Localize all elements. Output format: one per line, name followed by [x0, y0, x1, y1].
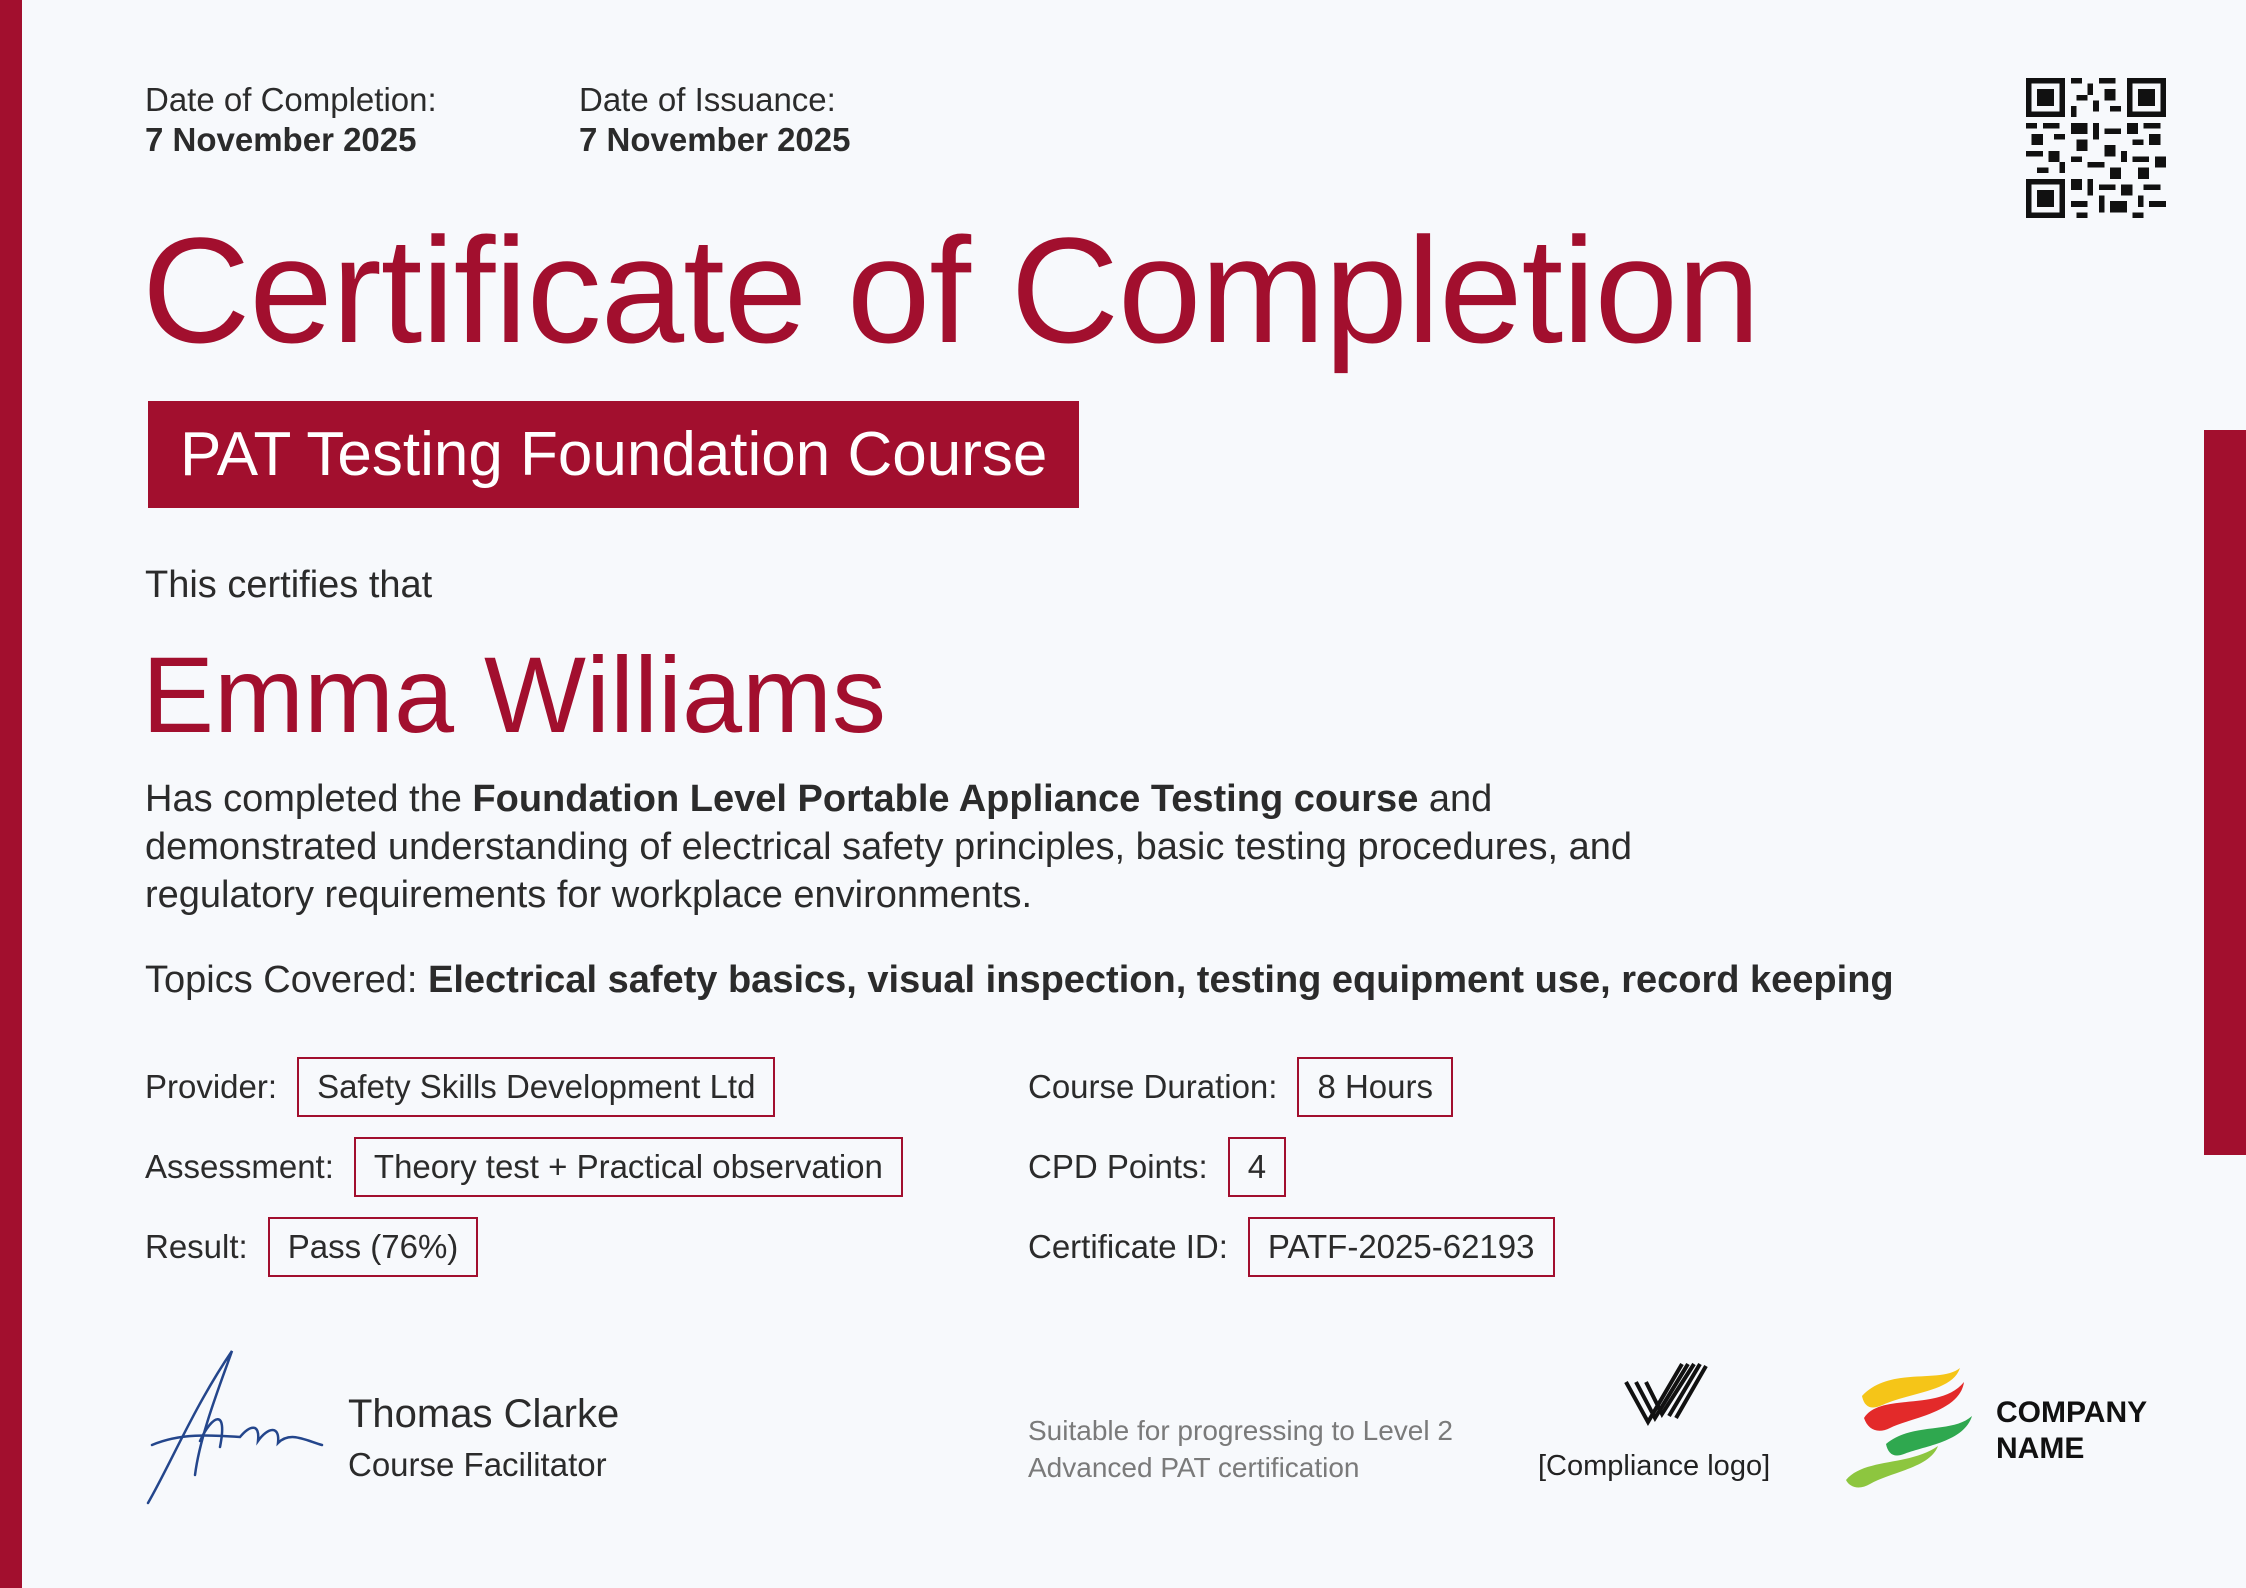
provider-value: Safety Skills Development Ltd: [297, 1057, 775, 1117]
assessment-field: [145, 1137, 903, 1197]
certificate-id-value: PATF-2025-62193: [1248, 1217, 1555, 1277]
compliance-logo-label: [Compliance logo]: [1538, 1450, 1771, 1482]
result-field: [145, 1217, 478, 1277]
date-of-issuance-label: Date of Issuance:: [579, 81, 836, 118]
description-course: Foundation Level Portable Appliance Testing course: [472, 778, 1419, 820]
course-duration-label: Course Duration:: [1028, 1068, 1278, 1105]
date-of-completion: [145, 80, 437, 160]
certifies-text: This certifies that: [145, 564, 433, 606]
qr-code-icon: [2026, 78, 2166, 218]
company-name-line2: NAME: [1996, 1432, 2085, 1465]
result-value: Pass (76%): [268, 1217, 479, 1277]
cpd-points-field: [1028, 1137, 1286, 1197]
certificate-id-label: Certificate ID:: [1028, 1228, 1228, 1265]
compliance-logo-icon: [1622, 1360, 1712, 1430]
course-duration-value: 8 Hours: [1297, 1057, 1453, 1117]
topics-label: Topics Covered:: [145, 959, 429, 1001]
company-name: [1996, 1395, 2196, 1467]
date-of-completion-value: 7 November 2025: [145, 121, 417, 158]
certificate-id-field: [1028, 1217, 1555, 1277]
topics-value: Electrical safety basics, visual inspection, testing equipment use, record keeping: [428, 959, 1894, 1001]
result-label: Result:: [145, 1228, 248, 1265]
date-of-issuance: [579, 80, 851, 160]
description-detail: and demonstrated understanding of electrical safety principles, basic testing procedures, and regulatory requirements for workplace environments.: [145, 778, 1633, 916]
left-accent-bar: [0, 0, 22, 1588]
cpd-points-value: 4: [1228, 1137, 1286, 1197]
assessment-label: Assessment:: [145, 1148, 334, 1185]
signature-image: [140, 1345, 330, 1515]
date-of-completion-label: Date of Completion:: [145, 81, 437, 118]
course-duration-field: [1028, 1057, 1453, 1117]
topics-covered: [145, 955, 1894, 1005]
provider-label: Provider:: [145, 1068, 278, 1105]
date-of-issuance-value: 7 November 2025: [579, 121, 851, 158]
signatory-role: Course Facilitator: [348, 1446, 607, 1483]
recipient-name: Emma Williams: [142, 634, 886, 755]
certificate-title: Certificate of Completion: [142, 206, 1760, 374]
provider-field: [145, 1057, 775, 1117]
right-accent-bar: [2204, 430, 2246, 1155]
company-logo-icon: [1840, 1362, 1980, 1492]
completion-description: [145, 775, 1705, 919]
signatory-name: Thomas Clarke: [348, 1392, 620, 1436]
course-name-banner: PAT Testing Foundation Course: [148, 401, 1079, 508]
assessment-value: Theory test + Practical observation: [354, 1137, 903, 1197]
description-intro: Has completed the: [145, 778, 473, 820]
progression-note: Suitable for progressing to Level 2 Advanced PAT certification: [1028, 1415, 1453, 1483]
cpd-points-label: CPD Points:: [1028, 1148, 1208, 1185]
company-name-line1: COMPANY: [1996, 1396, 2148, 1429]
